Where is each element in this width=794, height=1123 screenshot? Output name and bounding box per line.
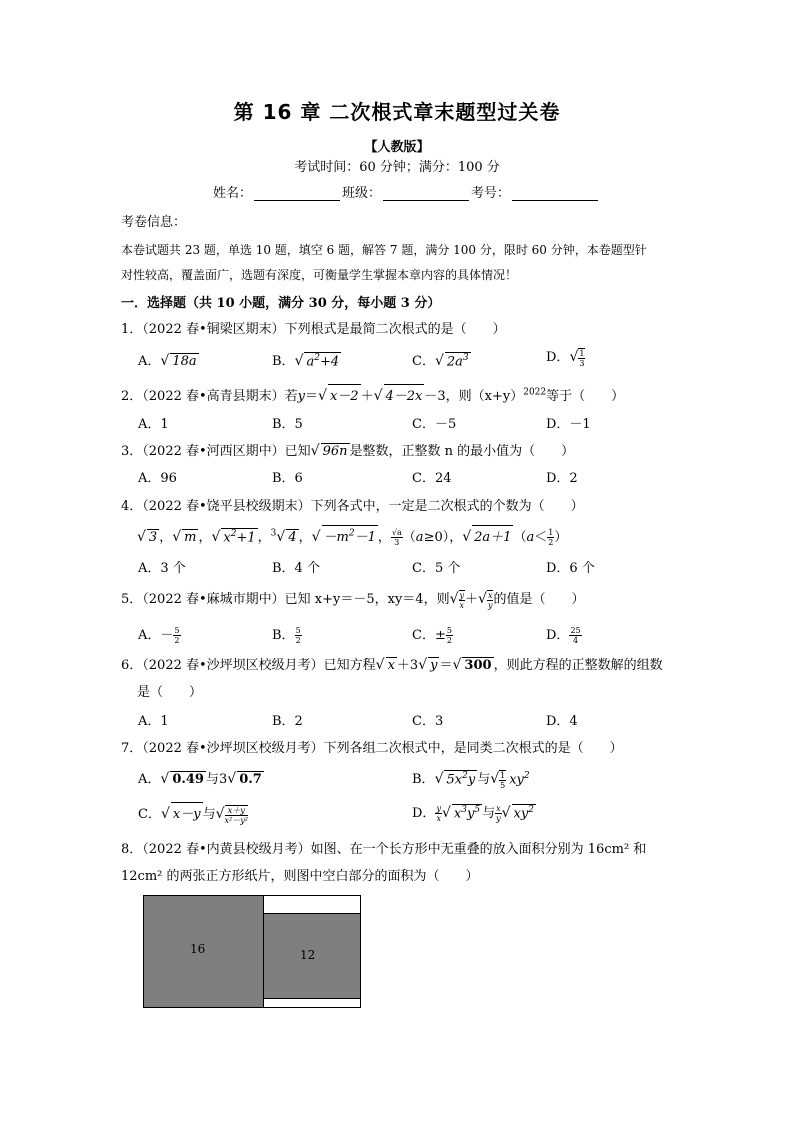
q3-option-b[interactable]: B．6 (272, 471, 303, 486)
question-3-stem: 3．（2022 春•河西区期中）已知√ 96n 是整数，正整数 n 的最小值为（ ） (121, 443, 575, 459)
name-label: 姓名： (213, 186, 253, 201)
q6-option-a[interactable]: A．1 (138, 714, 169, 729)
q7-option-c[interactable]: C．√ x－y 与√ $\frac{x+y}{\text{x²－y²}}$ (138, 802, 248, 825)
q6-option-b[interactable]: B．2 (272, 714, 303, 729)
q4-expressions: √ 3 ，√ m ，√ $x^2+1$ ，$^3$√ 4 ，√ $-m^2-1$ ， $\frac{√a}{3}$ （a≥0），√ 2a＋1 （a＜ $\frac{1}{2}$ ） (137, 525, 567, 547)
question-6-stem: 6．（2022 春•沙坪坝区校级月考）已知方程√ x ＋3√ y ＝√ 300 ，则此方程的正整数解的组数 (121, 657, 663, 673)
q4-option-c[interactable]: C．5 个 (412, 561, 461, 576)
edition-label: 【人教版】 (364, 140, 430, 155)
q5-option-b[interactable]: B． $\frac{5}{2}$ (272, 626, 301, 645)
q4-option-b[interactable]: B．4 个 (272, 561, 320, 576)
question-5-stem: 5．（2022 春•麻城市期中）已知 x+y＝－5，xy＝4，则√ $\frac{y}{x}$ ＋√ $\frac{x}{y}$ 的值是（ ） (121, 590, 585, 610)
page-title: 第 16 章 二次根式章末题型过关卷 (233, 100, 561, 124)
info-line-1: 本卷试题共 23 题，单选 10 题，填空 6 题，解答 7 题，满分 100 分，限时 60 分钟，本卷题型针 (121, 243, 647, 257)
q7-option-a[interactable]: A．√ 0.49 与3√ 0.7 (138, 771, 262, 787)
question-6-line-2: 是（ ） (137, 685, 203, 700)
info-heading: 考卷信息： (121, 215, 187, 230)
q2-option-d[interactable]: D．－1 (546, 417, 591, 432)
q2-option-c[interactable]: C．－5 (412, 417, 457, 432)
class-label: 班级： (342, 186, 382, 201)
q7-option-d[interactable]: D． $\frac{y}{x}$ √ $x^3y^5$ 与 $\frac{x}{y}$ √ $xy^2$ (412, 804, 534, 823)
square-16-label: 16 (190, 942, 206, 956)
number-label: 考号： (471, 186, 511, 201)
exam-info: 考试时间：60 分钟；满分：100 分 (294, 160, 500, 175)
q3-option-a[interactable]: A．96 (138, 471, 177, 486)
q1-option-c[interactable]: C．√ $2a^3$ (412, 352, 469, 369)
question-4-stem: 4．（2022 春•饶平县校级期末）下列各式中，一定是二次根式的个数为（ ） (121, 499, 584, 514)
question-2-stem: 2．（2022 春•高青县期末）若y＝√ x－2 ＋√ 4－2x －3，则$(x+y)^{2022}$等于（ ） (121, 384, 624, 404)
q4-option-a[interactable]: A．3 个 (138, 561, 186, 576)
q1-option-b[interactable]: B．√ $a^2+4$ (272, 352, 340, 369)
student-info-row (213, 182, 600, 201)
question-7-stem: 7．（2022 春•沙坪坝区校级月考）下列各组二次根式中，是同类二次根式的是（ ） (121, 741, 623, 756)
q6-option-c[interactable]: C．3 (412, 714, 444, 729)
q6-option-d[interactable]: D．4 (546, 714, 578, 729)
q1-option-d[interactable]: D．√ $\frac{1}{3}$ (546, 348, 585, 368)
q1-option-a[interactable]: A．√ 18a (138, 353, 197, 369)
number-field[interactable] (512, 188, 598, 201)
question-8-line-2: 12cm² 的两张正方形纸片，则图中空白部分的面积为（ ） (121, 869, 479, 884)
q5-option-c[interactable]: C．± $\frac{5}{2}$ (412, 626, 452, 645)
q3-option-c[interactable]: C．24 (412, 471, 452, 486)
section-heading: 一．选择题（共 10 小题，满分 30 分，每小题 3 分） (121, 296, 441, 311)
q7-option-b[interactable]: B．√ $5x^2y$ 与√ $\frac{1}{5}$ $xy^2$ (412, 770, 530, 790)
rectangle-figure (143, 895, 361, 1008)
info-line-2: 对性较高，覆盖面广，选题有深度，可衡量学生掌握本章内容的具体情况！ (121, 268, 518, 282)
q3-option-d[interactable]: D．2 (546, 471, 578, 486)
q4-option-d[interactable]: D．6 个 (546, 561, 595, 576)
question-8-line-1: 8．（2022 春•内黄县校级月考）如图、在一个长方形中无重叠的放入面积分别为 16cm² 和 (121, 842, 647, 857)
q2-option-a[interactable]: A．1 (138, 417, 169, 432)
square-12-label: 12 (300, 948, 316, 962)
class-field[interactable] (383, 188, 469, 201)
q5-option-d[interactable]: D． $\frac{25}{4}$ (546, 626, 581, 645)
name-field[interactable] (254, 188, 340, 201)
question-1-stem: 1．（2022 春•铜梁区期末）下列根式是最简二次根式的是（ ） (121, 322, 506, 337)
q2-option-b[interactable]: B．5 (272, 417, 303, 432)
q5-option-a[interactable]: A．－ $\frac{5}{2}$ (138, 626, 180, 645)
